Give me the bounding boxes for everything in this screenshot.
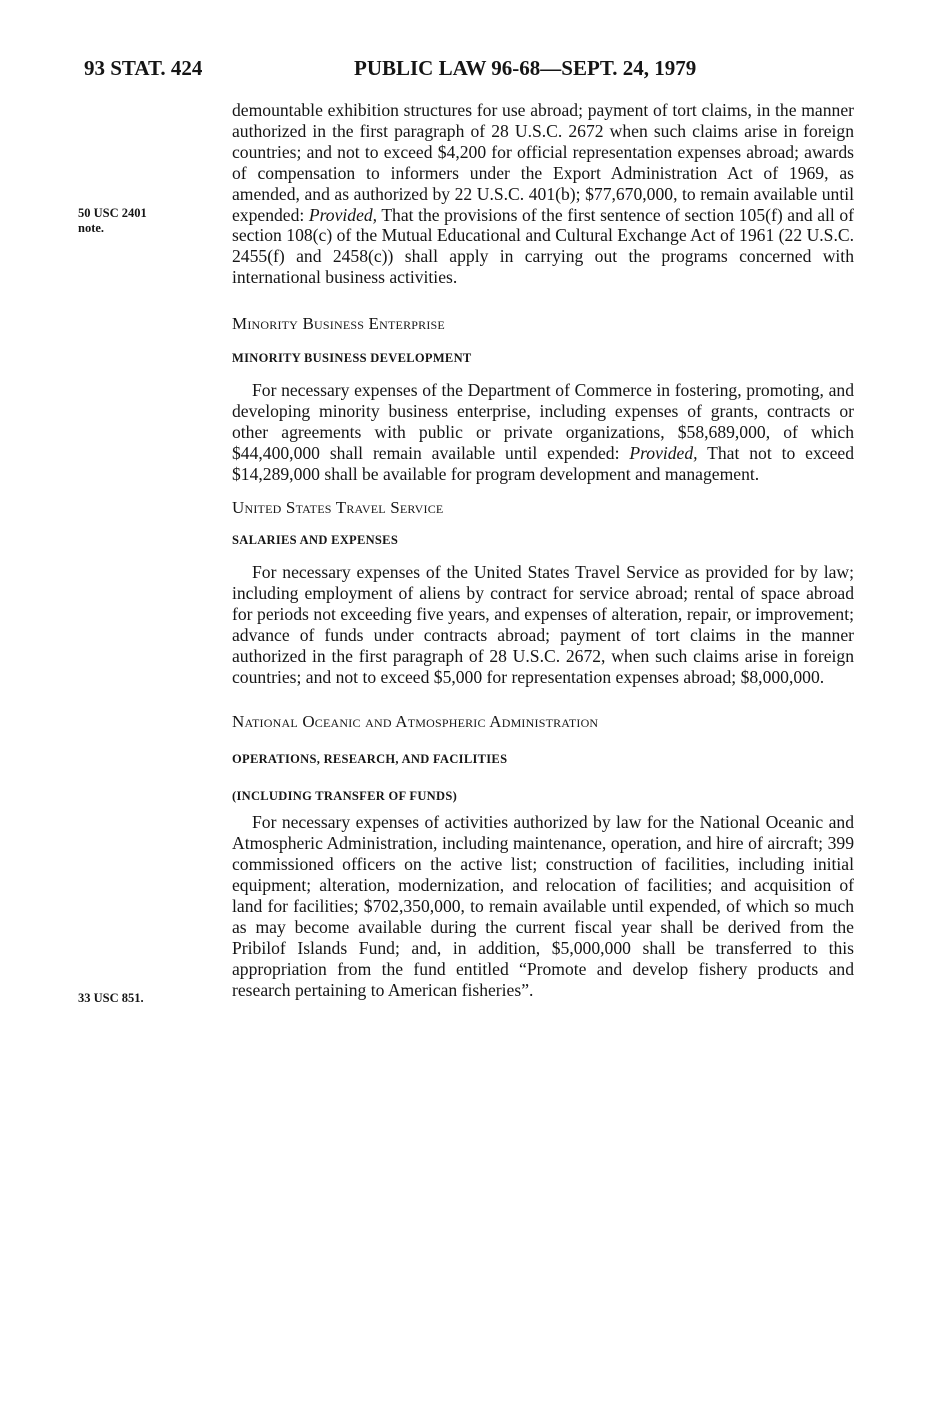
- proviso-text: Provided,: [308, 204, 378, 225]
- intro-paragraph: [232, 100, 854, 288]
- public-law-title: PUBLIC LAW 96-68—SEPT. 24, 1979: [354, 56, 697, 80]
- margin-note-line: 33 USC 851.: [78, 991, 144, 1005]
- paragraph-text: That the provisions of the first sentence of section 105(f) and all of section 108(c) of the Mutual Educational and Cultural Exchange Act of 1961 (22 U.S.C. 2455(f) and 2458(c)) shall apply in carrying out the programs concerned with international business activities.: [232, 204, 854, 288]
- proviso-text: Provided,: [629, 442, 698, 463]
- travel-paragraph: For necessary expenses of the United States Travel Service as provided for by law; including employment of aliens by contract for service abroad; rental of space abroad for periods not exceeding five years, and expenses of alteration, repair, or improvement; advance of funds under contracts abroad; payment of tort claims in the manner authorized in the first paragraph of 28 U.S.C. 2672, when such claims arise in foreign countries; and not to exceed $5,000 for representation expenses abroad; $8,000,000.: [232, 562, 854, 687]
- margin-note-line: 50 USC 2401: [78, 206, 147, 220]
- subheading-noaa: OPERATIONS, RESEARCH, AND FACILITIES: [232, 751, 508, 766]
- subheading-mbe: MINORITY BUSINESS DEVELOPMENT: [232, 351, 472, 366]
- paragraph-text: That not to exceed $14,289,000 shall be available for program development and management.: [232, 442, 854, 484]
- page-header: [84, 56, 864, 88]
- subheading-noaa-transfer: (INCLUDING TRANSFER OF FUNDS): [232, 788, 458, 803]
- section-heading-mbe: Minority Business Enterprise: [232, 314, 445, 334]
- mbe-paragraph: [232, 380, 854, 485]
- margin-note-line: note.: [78, 221, 105, 235]
- margin-note-50-usc: [78, 206, 147, 236]
- section-heading-travel: United States Travel Service: [232, 497, 444, 517]
- paragraph-text: For necessary expenses of the Department of Commerce in fostering, promoting, and developing minority business enterprise, including expenses of grants, contracts or other agreements with public or private organizations, $58,689,000, of which $44,400,000 shall remain available until expended:: [232, 379, 854, 463]
- section-heading-noaa: National Oceanic and Atmospheric Administration: [232, 711, 599, 731]
- noaa-paragraph: For necessary expenses of activities authorized by law for the National Oceanic and Atmospheric Administration, including maintenance, operation, and hire of aircraft; 399 commissioned officers on the active list; construction of facilities, including initial equipment; alteration, modernization, and relocation of facilities; and acquisition of land for facilities; $702,350,000, to remain available until expended, of which so much as may become available during the current fiscal year shall be derived from the Pribilof Islands Fund; and, in addition, $5,000,000 shall be transferred to this appropriation from the fund entitled “Promote and develop fishery products and research pertaining to American fisheries”.: [232, 812, 854, 1000]
- paragraph-text: demountable exhibition structures for use abroad; payment of tort claims, in the manner authorized in the first paragraph of 28 U.S.C. 2672 when such claims arise in foreign countries; and not to exceed $4,200 for official representation expenses abroad; awards of compensation to informers under the Export Administration Act of 1969, as amended, and as authorized by 22 U.S.C. 401(b); $77,670,000, to remain available until expended:: [232, 100, 854, 225]
- page-body: [232, 100, 854, 1001]
- subheading-travel: SALARIES AND EXPENSES: [232, 533, 399, 548]
- margin-note-33-usc: [78, 991, 144, 1006]
- stat-page-number: 93 STAT. 424: [84, 56, 203, 80]
